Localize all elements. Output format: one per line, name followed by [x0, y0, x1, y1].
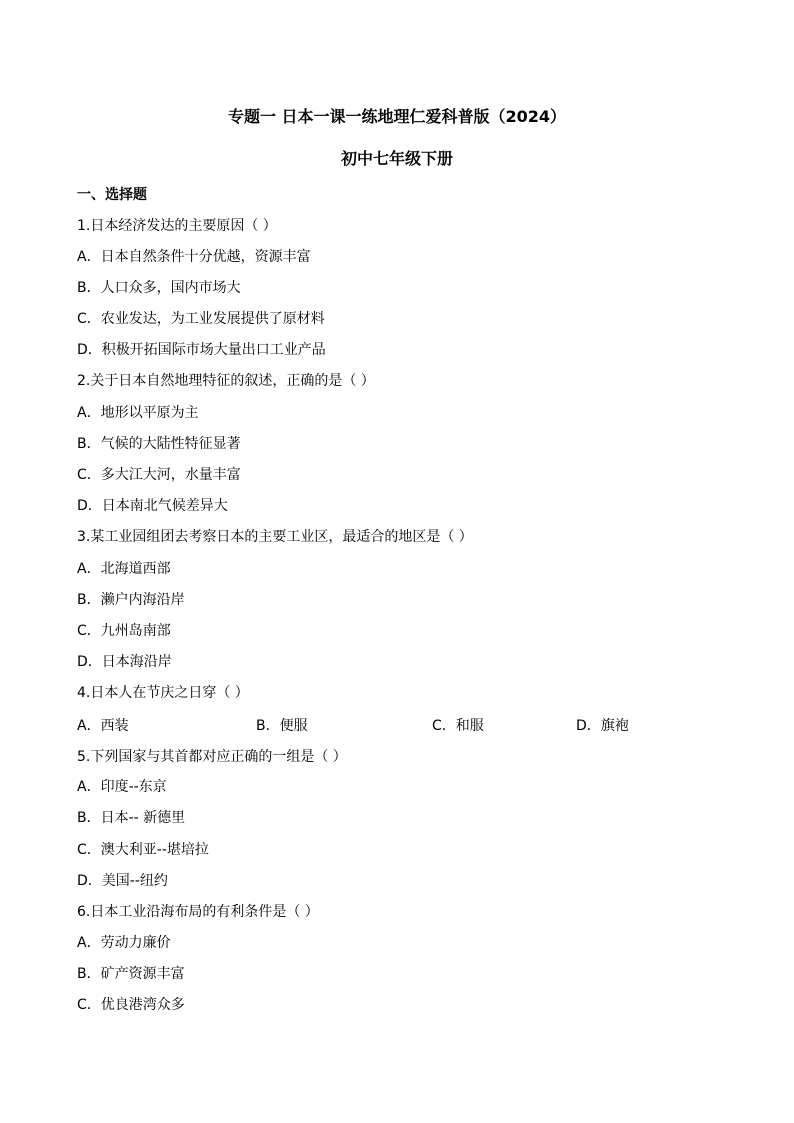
question-2-option-d: D．日本南北气候差异大	[77, 498, 228, 514]
question-1-option-b: B．人口众多，国内市场大	[77, 280, 241, 296]
question-3-stem: 3.某工业园组团去考察日本的主要工业区，最适合的地区是（ ）	[77, 529, 473, 545]
question-5-stem: 5.下列国家与其首都对应正确的一组是（ ）	[77, 749, 347, 765]
document-subtitle: 初中七年级下册	[340, 149, 453, 168]
question-3-option-d: D．日本海沿岸	[77, 654, 172, 670]
question-6-option-c: C．优良港湾众多	[77, 997, 185, 1013]
document-title: 专题一 日本一课一练地理仁爱科普版（2024）	[227, 107, 567, 126]
question-1-option-d: D．积极开拓国际市场大量出口工业产品	[77, 342, 326, 358]
question-4-option-d: D．旗袍	[576, 718, 629, 734]
question-6-option-a: A．劳动力廉价	[77, 935, 171, 951]
question-3-option-b: B．濑户内海沿岸	[77, 592, 185, 608]
question-4-option-c: C．和服	[432, 718, 484, 734]
question-5-option-d: D．美国--纽约	[77, 873, 168, 889]
question-4-stem: 4.日本人在节庆之日穿（ ）	[77, 685, 249, 701]
question-6-stem: 6.日本工业沿海布局的有利条件是（ ）	[77, 904, 319, 920]
question-4-option-b: B．便服	[256, 718, 308, 734]
question-3-option-c: C．九州岛南部	[77, 623, 171, 639]
question-1-option-a: A．日本自然条件十分优越，资源丰富	[77, 249, 311, 265]
question-5-option-c: C．澳大利亚--堪培拉	[77, 842, 209, 858]
question-2-option-a: A．地形以平原为主	[77, 405, 199, 421]
question-5-option-b: B．日本-- 新德里	[77, 810, 186, 826]
question-5-option-a: A．印度--东京	[77, 779, 167, 795]
question-3-option-a: A．北海道西部	[77, 561, 171, 577]
question-1-stem: 1.日本经济发达的主要原因（ ）	[77, 218, 277, 234]
question-2-option-c: C．多大江大河，水量丰富	[77, 467, 241, 483]
question-2-stem: 2.关于日本自然地理特征的叙述，正确的是（ ）	[77, 373, 375, 389]
question-1-option-c: C．农业发达，为工业发展提供了原材料	[77, 311, 325, 327]
question-4-option-a: A．西装	[77, 718, 129, 734]
section-heading: 一、选择题	[77, 187, 147, 203]
question-6-option-b: B．矿产资源丰富	[77, 966, 185, 982]
question-2-option-b: B．气候的大陆性特征显著	[77, 436, 241, 452]
